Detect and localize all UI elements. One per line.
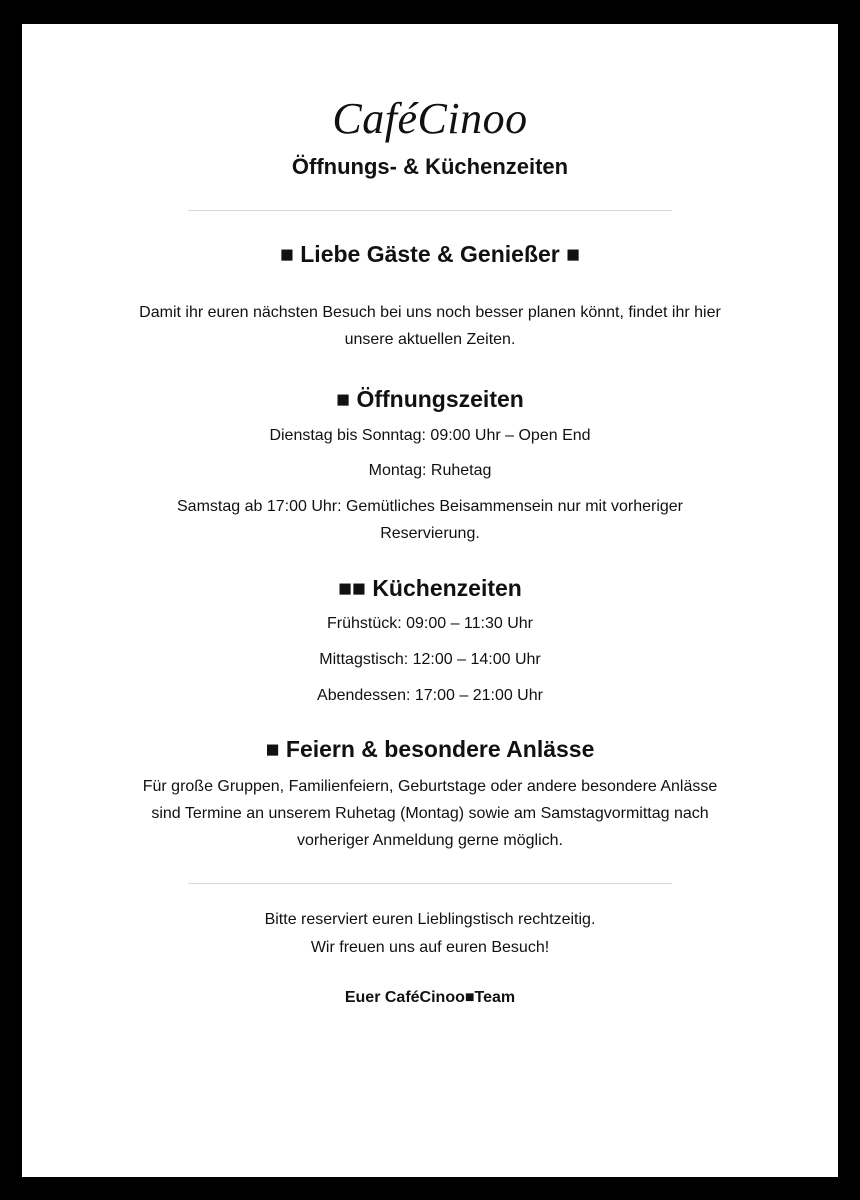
kitchen-hours-heading: ■■ Küchenzeiten [338, 575, 522, 601]
events-heading: ■ Feiern & besondere Anlässe [265, 736, 595, 762]
opening-hours-line: Montag: Ruhetag [368, 462, 492, 479]
kitchen-hours-line: Frühstück: 09:00 – 11:30 Uhr [326, 615, 534, 632]
welcome-heading: ■ Liebe Gäste & Genießer ■ [279, 241, 581, 267]
page-subtitle: Öffnungs- & Küchenzeiten [291, 154, 569, 179]
cafe-brand-logo: CaféCinoo [332, 94, 528, 143]
opening-hours-line: Dienstag bis Sonntag: 09:00 Uhr – Open End [269, 427, 591, 444]
kitchen-hours-line: Abendessen: 17:00 – 21:00 Uhr [317, 687, 543, 704]
menu-page [22, 24, 838, 1177]
kitchen-hours-line: Mittagstisch: 12:00 – 14:00 Uhr [319, 651, 541, 668]
top-divider [188, 210, 672, 211]
footer-line: Wir freuen uns auf euren Besuch! [310, 939, 550, 956]
opening-hours-line: Samstag ab 17:00 Uhr: Gemütliches Beisammensein nur mit vorheriger Reservierung. [177, 498, 683, 542]
bottom-divider [188, 883, 672, 884]
welcome-text: Damit ihr euren nächsten Besuch bei uns noch besser planen könnt, findet ihr hier unsere aktuellen Zeiten. [139, 304, 721, 348]
team-signature: Euer CaféCinoo■Team [344, 989, 516, 1006]
footer-line: Bitte reserviert euren Lieblingstisch rechtzeitig. [264, 911, 596, 928]
opening-hours-heading: ■ Öffnungszeiten [336, 386, 524, 412]
events-text: Für große Gruppen, Familienfeiern, Geburtstage oder andere besondere Anlässe sind Termine an unserem Ruhetag (Montag) sowie am Samstagvormittag nach vorheriger Anmeldung gerne möglich. [142, 778, 718, 849]
